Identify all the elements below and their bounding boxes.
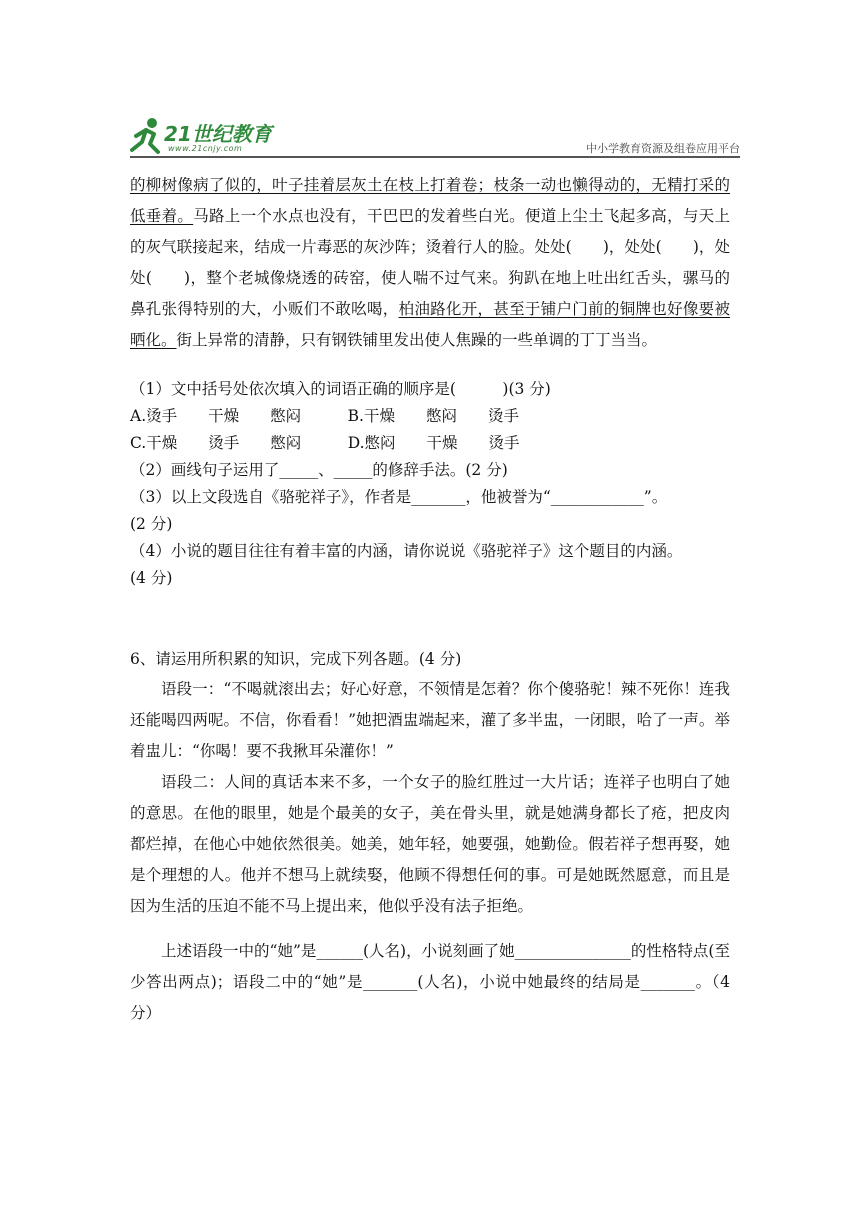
question-4: （4）小说的题目往往有着丰富的内涵，请你说说《骆驼祥子》这个题目的内涵。	[130, 542, 683, 560]
question-3: （3）以上文段选自《骆驼祥子》，作者是_______，他被誉为“____________”。	[130, 488, 668, 506]
passage-paragraph	[130, 170, 730, 356]
runner-logo-icon	[130, 116, 164, 156]
question-4-score: (4 分)	[130, 569, 173, 587]
question-6-title: 6、请运用所积累的知识，完成下列各题。(4 分)	[130, 650, 462, 668]
underlined-sentence-2: 柏油路化开，甚至于铺户门前的铜牌也好像要被晒化。	[130, 300, 730, 349]
questions-block	[130, 376, 730, 592]
logo-url: www.21cnjy.com	[168, 144, 243, 153]
question-3-score: (2 分)	[130, 515, 173, 533]
passage-ending: 街上异常的清静，只有钢铁铺里发出使人焦躁的一些单调的丁丁当当。	[176, 331, 658, 349]
header-divider	[130, 156, 740, 158]
document-body	[130, 170, 730, 1029]
excerpt-1: 语段一：“不喝就滚出去；好心好意，不领情是怎着？你个傻骆驼！辣不死你！连我还能喝四两呢。不信，你看看！”她把酒盅端起来，灌了多半盅，一闭眼，哈了一声。举着盅儿：“你喝！要不我揪耳朵灌你！”	[130, 680, 730, 760]
question-1: （1）文中括号处依次填入的词语正确的顺序是( )(3 分)	[130, 380, 551, 398]
question-6-answer-prompt: 上述语段一中的“她”是______(人名)，小说刻画了她_______________的性格特点(至少答出两点)；语段二中的“她”是_______(人名)，小说中她最终的结局是_______。（4 分）	[130, 942, 730, 1022]
logo-text: 21世纪教育	[164, 122, 272, 146]
question-6	[130, 644, 730, 1029]
underlined-sentence-1b: 打采的低垂着。	[130, 176, 730, 225]
reading-passage	[130, 170, 730, 356]
logo	[130, 116, 290, 160]
options-cd: C.干燥 烫手 憋闷 D.憋闷 干燥 烫手	[130, 434, 520, 452]
underlined-sentence-1a: 的柳树像病了似的，叶子挂着层灰土在枝上打着卷；枝条一动也懒得动的，无精	[130, 176, 683, 194]
question-2: （2）画线句子运用了_____、_____的修辞手法。(2 分)	[130, 461, 508, 479]
options-ab: A.烫手 干燥 憋闷 B.干燥 憋闷 烫手	[130, 407, 519, 425]
excerpt-2: 语段二：人间的真话本来不多，一个女子的脸红胜过一大片话；连祥子也明白了她的意思。在他的眼里，她是个最美的女子，美在骨头里，就是她满身都长了疮，把皮肉都烂掉，在他心中她依然很美。她美，她年轻，她要强，她勤俭。假若祥子想再娶，她是个理想的人。他并不想马上就续娶，他顾不得想任何的事。可是她既然愿意，而且是因为生活的压迫不能不马上提出来，他似乎没有法子拒绝。	[130, 773, 730, 915]
page-header	[130, 110, 740, 160]
header-tagline: 中小学教育资源及组卷应用平台	[586, 142, 740, 155]
passage-text: 马路上一个水点也没有，干巴巴的发着些白光。便道上尘土飞起多高，与天上的灰气联接起来，结成一片毒恶的灰沙阵；烫着行人的脸。处处( )，处处( )，处处( )，整个老城像烧透的砖窑，使人喘不过气来。狗趴在地上吐出红舌头，骡马的鼻孔张得特别的大，小贩们不敢吆喝，	[130, 207, 730, 318]
